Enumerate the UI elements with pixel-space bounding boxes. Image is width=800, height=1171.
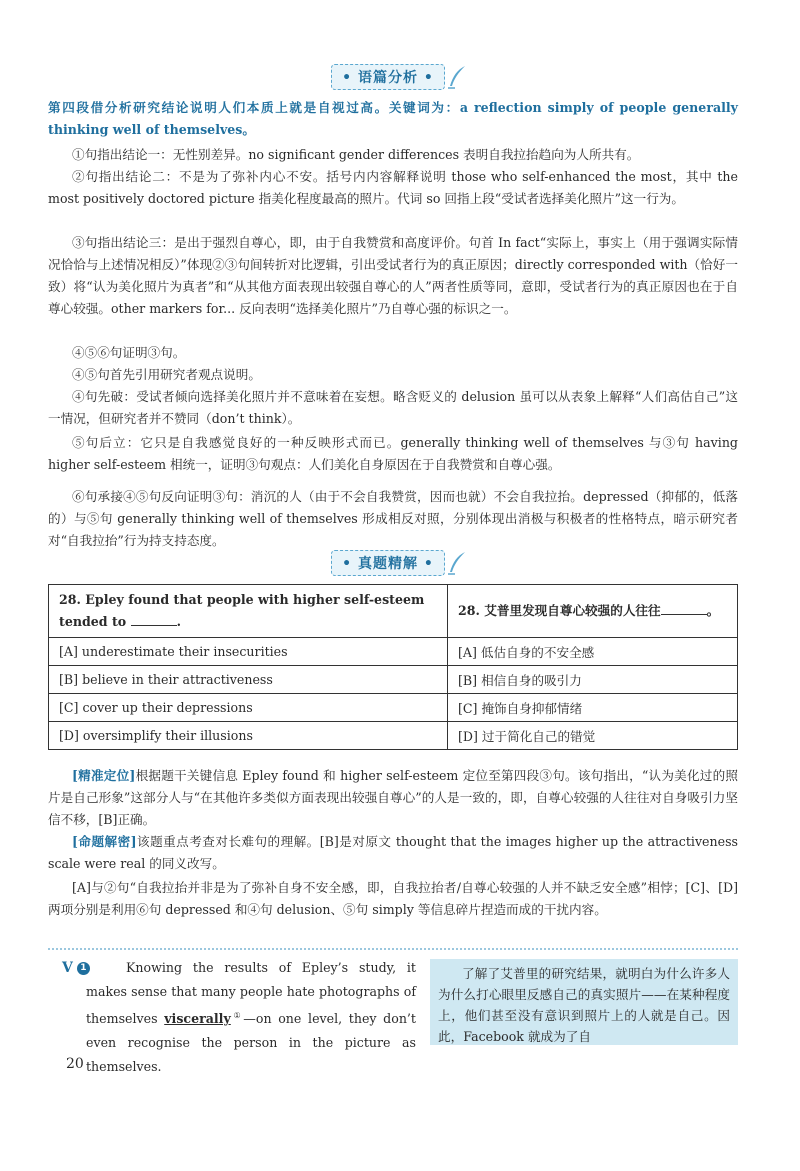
question-en: 28. Epley found that people with higher self-esteem tended to . <box>49 585 448 638</box>
passage-chinese: 了解了艾普里的研究结果，就明白为什么许多人为什么打心眼里反感自己的真实照片——在某种程度上，他们甚至没有意识到照片上的人就是自己。因此，Facebook 就成为了自 <box>430 959 738 1045</box>
solution-text-2: 该题重点考查对长难句的理解。[B]是对原文 thought that the images higher up the attractiveness scale were real 的同义改写。 <box>48 834 738 871</box>
page-number: 20 <box>66 1056 84 1072</box>
divider <box>48 948 738 950</box>
tag-decode: [命题解密] <box>72 834 137 849</box>
analysis-intro <box>48 97 738 141</box>
section-title-text: • 语篇分析 • <box>342 70 434 86</box>
option-b-cn: [B] 相信自身的吸引力 <box>448 666 738 694</box>
option-b-en: [B] believe in their attractiveness <box>49 666 448 694</box>
question-row <box>49 585 738 638</box>
solution-p3: [A]与②句“自我拉抬并非是为了弥补自身不安全感，即，自我拉抬者/自尊心较强的人并不缺乏安全感”相悖；[C]、[D]两项分别是利用⑥句 depressed 和④句 delusion、⑤句 simply 等信息碎片捏造而成的干扰内容。 <box>48 880 738 917</box>
section-title-analysis <box>0 64 800 90</box>
passage-text-b: —on one level, they don’t even recognise the person in the picture as themselves. <box>86 1011 416 1075</box>
analysis-p7: ⑤句后立：它只是自我感觉良好的一种反映形式而已。generally thinking well of themselves 与③句 having higher self-esteem 相统一，证明③句观点：人们美化自身原因在于自我赞赏和自尊心强。 <box>48 435 738 472</box>
passage-english <box>86 956 416 1079</box>
option-a-en: [A] underestimate their insecurities <box>49 638 448 666</box>
intro-en: a reflection simply of people generally thinking well of themselves。 <box>48 100 739 137</box>
tag-location: [精准定位] <box>72 768 136 783</box>
paragraph-mark-letter: V <box>62 960 73 976</box>
solution-text-1: 根据题干关键信息 Epley found 和 higher self-esteem 定位至第四段③句。该句指出，“认为美化过的照片是自己形象”这部分人与“在其他许多类似方面表现出较强自尊心”的人是一致的，即，自尊心较强的人往往对自身吸引力坚信不移，[B]正确。 <box>48 768 738 827</box>
analysis-p6: ④句先破：受试者倾向选择美化照片并不意味着在妄想。略含贬义的 delusion 虽可以从表象上解释“人们高估自己”这一情况，但研究者并不赞同（don’t think）。 <box>48 389 738 426</box>
analysis-p2: ②句指出结论二：不是为了弥补内心不安。括号内内容解释说明 those who self-enhanced the most，其中 the most positively doctored picture 指美化程度最高的照片。代词 so 回指上段“受试者选择美化照片”这一行为。 <box>48 169 738 206</box>
section-title-solution <box>0 550 800 576</box>
analysis-p1: ①句指出结论一：无性别差异。no significant gender differences 表明自我拉抬趋向为人所共有。 <box>72 147 640 162</box>
option-d-en: [D] oversimplify their illusions <box>49 722 448 750</box>
answer-blank <box>661 602 707 615</box>
answer-blank <box>131 613 177 626</box>
analysis-p4: ④⑤⑥句证明③句。 <box>72 345 186 360</box>
option-row <box>49 638 738 666</box>
title-pill <box>331 550 445 576</box>
title-pill <box>331 64 445 90</box>
analysis-p8: ⑥句承接④⑤句反向证明③句：消沉的人（由于不会自我赞赏，因而也就）不会自我拉抬。depressed（抑郁的，低落的）与⑤句 generally thinking well of themselves 形成相反对照，分别体现出消极与积极者的性格特点，暗示研究者对“自我拉抬”行为持支持态度。 <box>48 489 738 548</box>
option-row <box>49 694 738 722</box>
option-d-cn: [D] 过于简化自己的错觉 <box>448 722 738 750</box>
quill-icon <box>445 550 469 576</box>
option-c-cn: [C] 掩饰自身抑郁情绪 <box>448 694 738 722</box>
option-a-cn: [A] 低估自身的不安全感 <box>448 638 738 666</box>
sentence-number-icon: 1 <box>77 962 90 975</box>
solution-p1 <box>48 765 738 831</box>
quill-icon <box>445 64 469 90</box>
question-table <box>48 584 738 750</box>
footnote-mark: ① <box>230 1011 244 1020</box>
option-row <box>49 722 738 750</box>
keyword: viscerally <box>164 1011 231 1027</box>
intro-cn: 第四段借分析研究结论说明人们本质上就是自视过高。关键词为： <box>48 100 460 115</box>
analysis-p5: ④⑤句首先引用研究者观点说明。 <box>72 367 261 382</box>
solution-p2 <box>48 831 738 875</box>
option-row <box>49 666 738 694</box>
question-cn: 28. 艾普里发现自尊心较强的人往往 。 <box>448 585 738 638</box>
passage-text-a: Knowing the results of Epley’s study, it makes sense that many people hate photographs of themselves <box>86 960 416 1027</box>
section-title-text: • 真题精解 • <box>342 556 434 572</box>
analysis-p3: ③句指出结论三：是出于强烈自尊心，即，由于自我赞赏和高度评价。句首 In fact“实际上，事实上（用于强调实际情况恰恰与上述情况相反）”体现②③句间转折对比逻辑，引出受试者行为的真正原因；directly corresponded with（恰好一致）将“认为美化照片为真者”和“从其他方面表现出较强自尊心的人”两者性质等同，意即，受试者行为的真正原因也在于自尊心较强。other markers for... 反向表明“选择美化照片”乃自尊心强的标识之一。 <box>48 235 738 316</box>
option-c-en: [C] cover up their depressions <box>49 694 448 722</box>
